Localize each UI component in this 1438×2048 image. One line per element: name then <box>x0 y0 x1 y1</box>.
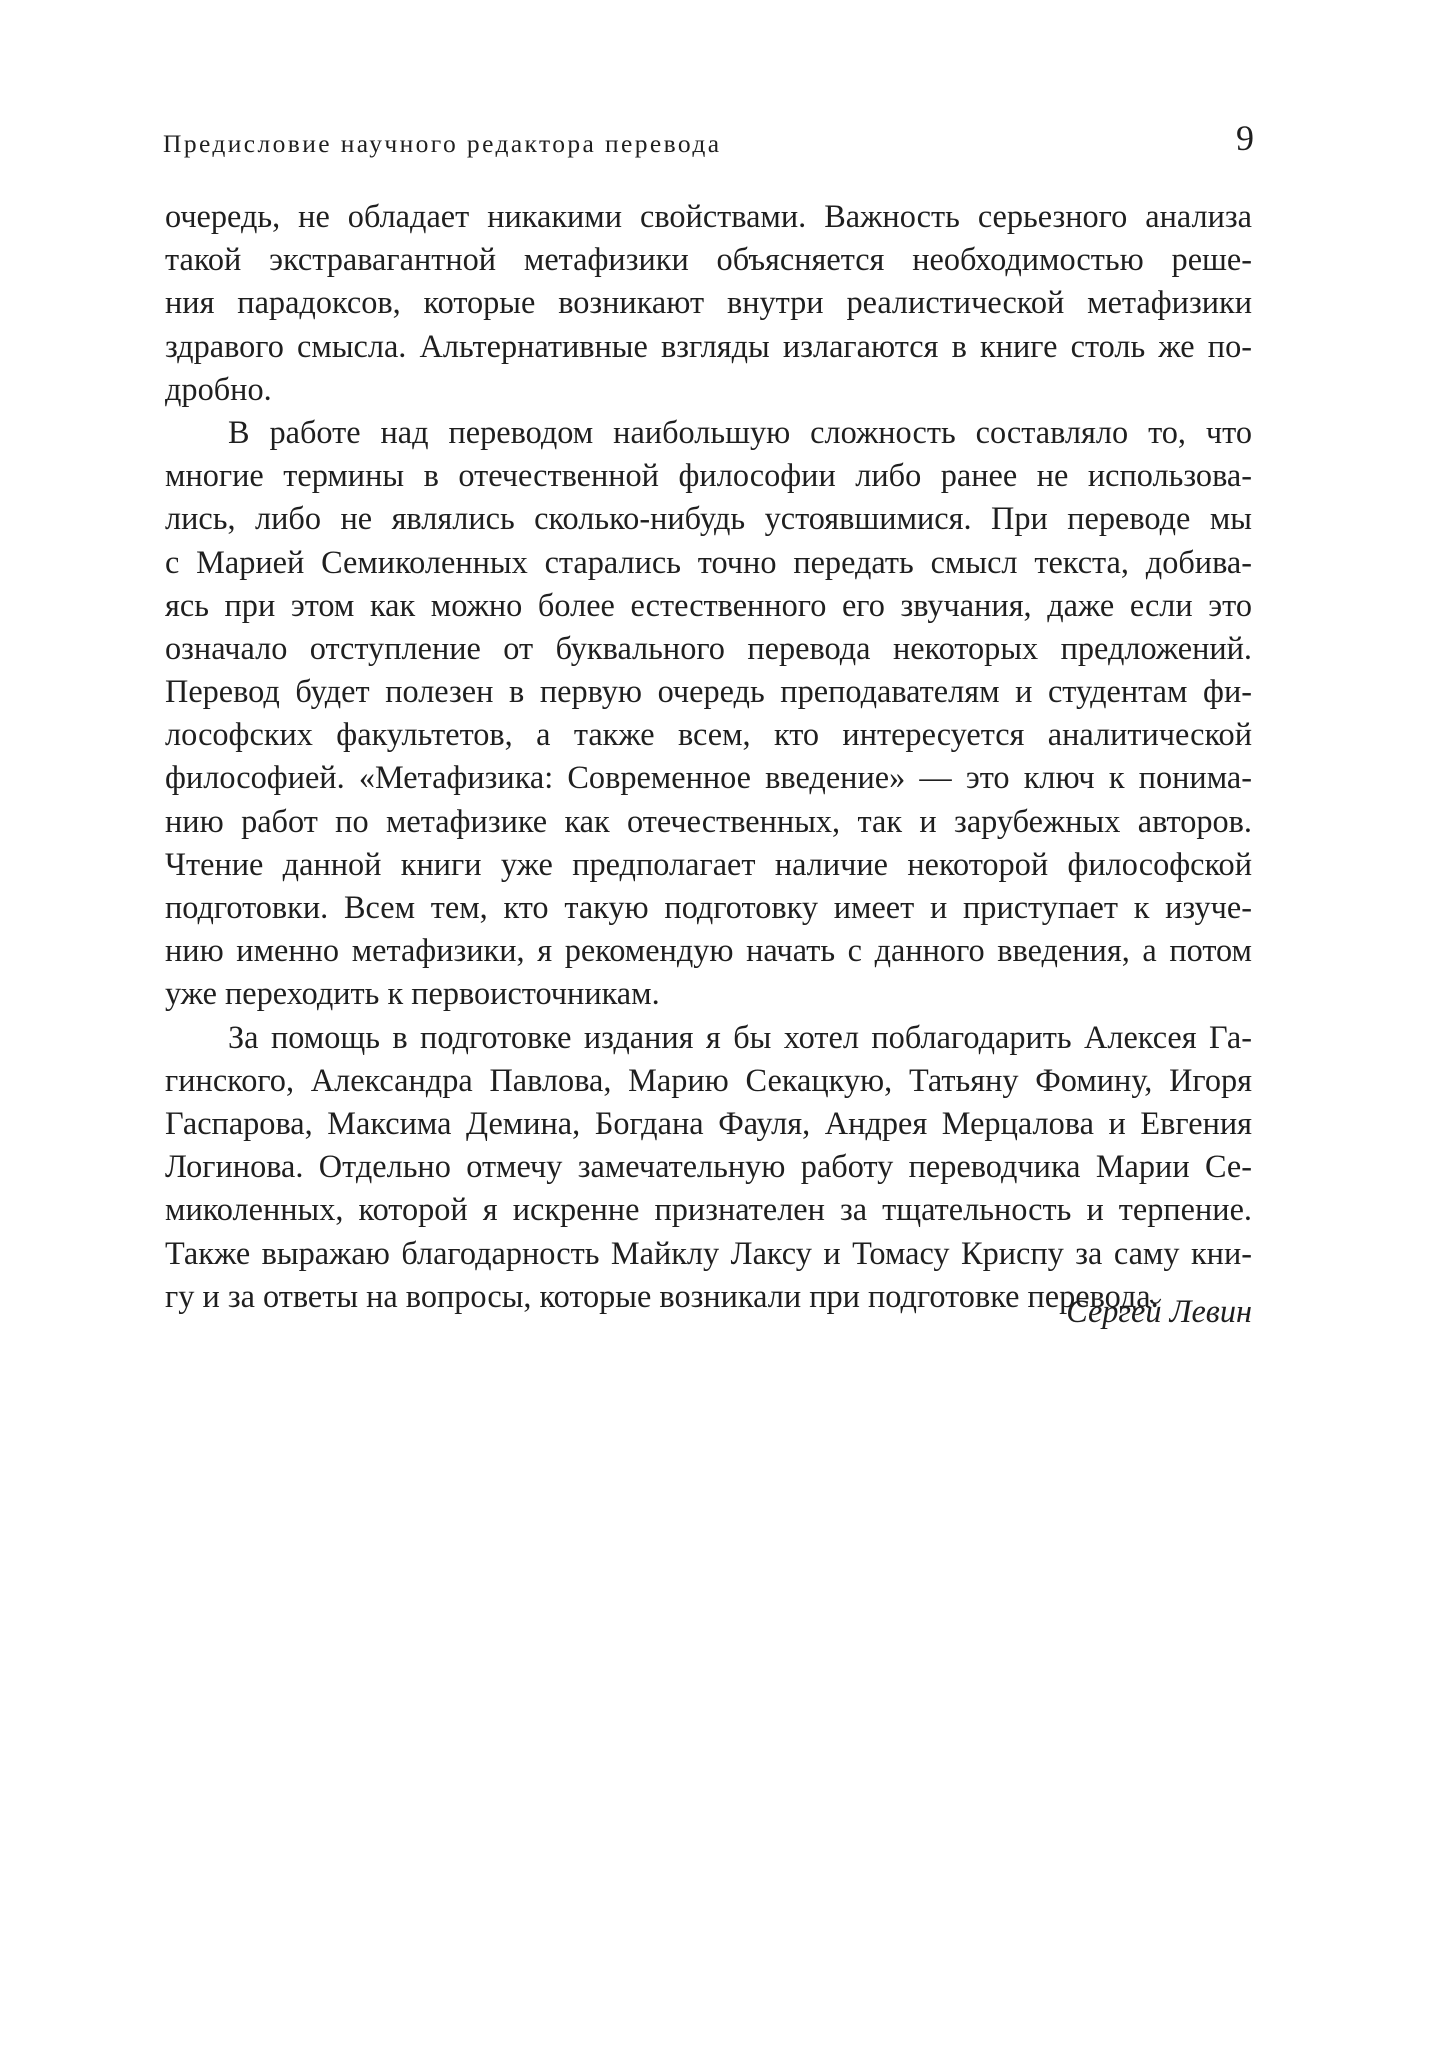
running-header: Предисловие научного редактора перевода <box>163 129 722 158</box>
text-line: ния парадоксов, которые возникают внутри реалистической метафизики <box>165 284 1252 321</box>
text-line: Гаспарова, Максима Демина, Богдана Фауля, Андрея Мерцалова и Евгения <box>165 1104 1252 1141</box>
text-line: нию работ по метафизике как отечественных, так и зарубежных авторов. <box>165 802 1252 839</box>
text-line: За помощь в подготовке издания я бы хотел поблагодарить Алексея Га- <box>228 1018 1252 1055</box>
text-line: означало отступление от буквального перевода некоторых предложений. <box>165 629 1252 666</box>
text-line: гинского, Александра Павлова, Марию Секацкую, Татьяну Фомину, Игоря <box>165 1061 1252 1098</box>
text-line: нию именно метафизики, я рекомендую начать с данного введения, а потом <box>165 932 1252 969</box>
text-line: дробно. <box>165 370 272 407</box>
page-number: 9 <box>1236 118 1254 158</box>
author-signature: Сергей Левин <box>1066 1293 1252 1329</box>
text-line: с Марией Семиколенных старались точно передать смысл текста, добива- <box>165 543 1252 580</box>
text-line: Также выражаю благодарность Майклу Лаксу и Томасу Криспу за саму кни- <box>165 1234 1252 1271</box>
text-line: В работе над переводом наибольшую сложность составляло то, что <box>228 413 1252 450</box>
body-text <box>165 195 1252 1318</box>
text-line: лософских факультетов, а также всем, кто интересуется аналитической <box>165 716 1252 753</box>
text-line: подготовки. Всем тем, кто такую подготовку имеет и приступает к изуче- <box>165 889 1252 925</box>
text-line: философией. «Метафизика: Современное введение» — это ключ к понима- <box>165 759 1252 796</box>
text-line: Логинова. Отдельно отмечу замечательную работу переводчика Марии Се- <box>165 1148 1252 1185</box>
text-line: очередь, не обладает никакими свойствами. Важность серьезного анализа <box>165 198 1252 234</box>
text-line: здравого смысла. Альтернативные взгляды излагаются в книге столь же по- <box>165 327 1252 364</box>
text-line: гу и за ответы на вопросы, которые возникали при подготовке перевода. <box>165 1277 1159 1314</box>
text-line: лись, либо не являлись сколько-нибудь устоявшимися. При переводе мы <box>165 500 1252 537</box>
text-line: Чтение данной книги уже предполагает наличие некоторой философской <box>165 845 1252 882</box>
text-line: такой экстравагантной метафизики объясняется необходимостью реше- <box>165 241 1252 278</box>
text-line: миколенных, которой я искренне признателен за тщательность и терпение. <box>165 1191 1252 1228</box>
text-line: Перевод будет полезен в первую очередь преподавателям и студентам фи- <box>165 673 1252 710</box>
text-line: ясь при этом как можно более естественного его звучания, даже если это <box>165 586 1252 623</box>
text-line: уже переходить к первоисточникам. <box>165 975 660 1012</box>
text-line: многие термины в отечественной философии либо ранее не использова- <box>165 457 1252 494</box>
